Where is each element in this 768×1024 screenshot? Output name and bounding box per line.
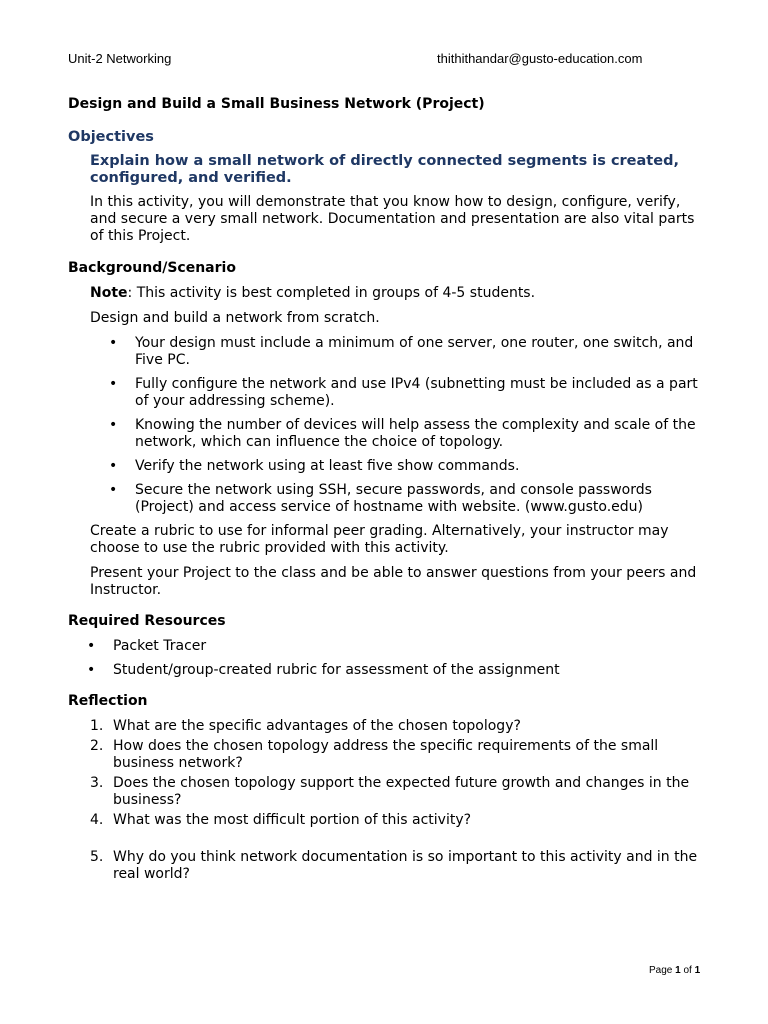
note-text: : This activity is best completed in groups of 4-5 students. [127,285,536,301]
list-item-text: Why do you think network documentation is so important to this activity and in the real world? [113,849,698,882]
page-total: 1 [694,965,701,976]
bullet-icon: • [109,482,118,498]
header-unit: Unit-2 Networking [68,51,172,66]
header-email: thithithandar@gusto-education.com [437,51,643,66]
rubric-paragraph: Create a rubric to use for informal peer grading. Alternatively, your instructor may choose to use the rubric provided with this activity. [90,523,669,556]
objective-statement: Explain how a small network of directly connected segments is created, configured, and verified. [90,153,679,186]
document-title: Design and Build a Small Business Network (Project) [68,96,485,112]
list-item-text: Knowing the number of devices will help assess the complexity and scale of the network, which can influence the choice of topology. [135,417,696,450]
list-item-text: What was the most difficult portion of this activity? [113,812,472,828]
list-number: 1. [90,718,104,734]
objectives-heading: Objectives [68,129,154,145]
list-item-text: What are the specific advantages of the chosen topology? [113,718,521,734]
resources-heading: Required Resources [68,613,226,629]
note-label: Note [90,285,128,301]
objectives-text: In this activity, you will demonstrate that you know how to design, configure, verify, and secure a very small network. Documentation and presentation are also vital parts of this Project. [90,194,695,244]
bullet-icon: • [109,417,118,433]
list-item-text: Student/group-created rubric for assessment of the assignment [113,662,560,678]
list-item [68,775,698,809]
requirements-list [90,335,698,516]
list-item [90,482,698,516]
list-item [90,458,698,475]
list-number: 4. [90,812,104,828]
list-item-text: Secure the network using SSH, secure passwords, and console passwords (Project) and access service of hostname with website. (www.gusto.edu) [135,482,652,515]
bullet-icon: • [109,458,118,474]
list-item [90,376,698,410]
bullet-icon: • [87,662,96,678]
list-item [90,335,698,369]
list-item-text: Packet Tracer [113,638,207,654]
presentation-paragraph: Present your Project to the class and be able to answer questions from your peers and Instructor. [90,565,697,598]
bullet-icon: • [87,638,96,654]
bullet-icon: • [109,376,118,392]
list-number: 2. [90,738,104,754]
list-item [90,417,698,451]
list-number: 5. [90,849,104,865]
bullet-icon: • [109,335,118,351]
list-item-text: Does the chosen topology support the expected future growth and changes in the business? [113,775,690,808]
of-label: of [683,965,692,976]
list-item-text: Fully configure the network and use IPv4 (subnetting must be included as a part of your addressing scheme). [135,376,698,409]
list-number: 3. [90,775,104,791]
page-label: Page [649,965,673,976]
list-item-text: Your design must include a minimum of one server, one router, one switch, and Five PC. [135,335,694,368]
list-item-text: How does the chosen topology address the specific requirements of the small business network? [113,738,659,771]
background-heading: Background/Scenario [68,260,236,276]
list-item [68,638,698,655]
reflection-list [68,718,698,883]
list-item [68,718,698,735]
list-item [68,812,698,829]
reflection-heading: Reflection [68,693,148,709]
background-intro: Design and build a network from scratch. [90,310,380,326]
note-paragraph [90,285,698,302]
document-body [68,96,698,886]
list-item-text: Verify the network using at least five show commands. [135,458,520,474]
resources-list [68,638,698,679]
list-item [68,662,698,679]
page-footer [649,965,700,976]
page-current: 1 [675,965,681,976]
list-item [68,849,698,883]
list-item [68,738,698,772]
